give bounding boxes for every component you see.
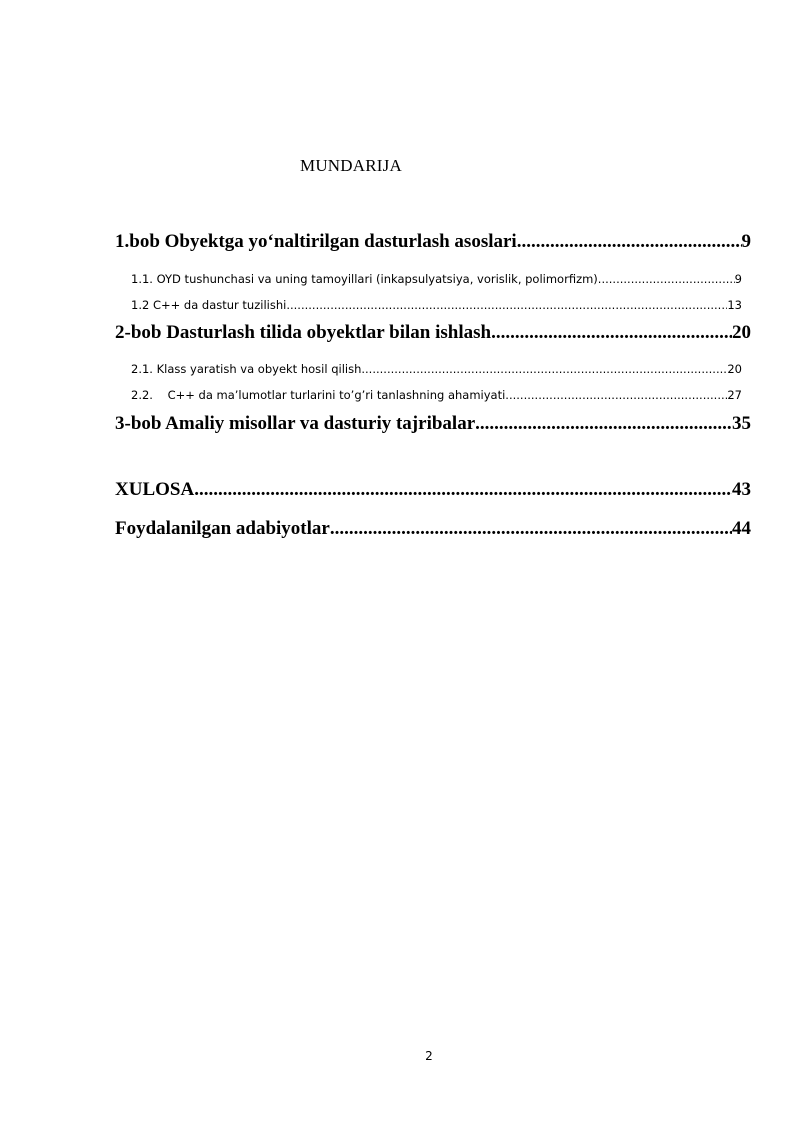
dot-leader bbox=[491, 322, 732, 344]
toc-page-number: 9 bbox=[741, 231, 751, 252]
toc-page-number: 20 bbox=[732, 322, 751, 343]
toc-page-number: 43 bbox=[732, 479, 751, 500]
dot-leader bbox=[286, 298, 727, 312]
toc-chapter-3[interactable] bbox=[115, 413, 751, 435]
dot-leader bbox=[194, 479, 732, 501]
toc-section-1-1[interactable] bbox=[131, 272, 742, 286]
toc-page-number: 13 bbox=[727, 298, 742, 312]
dot-leader bbox=[361, 362, 727, 376]
toc-chapter-2[interactable] bbox=[115, 322, 751, 344]
toc-entry-label: 1.bob Obyektga yo‘naltirilgan dasturlash asoslari bbox=[115, 231, 517, 252]
toc-entry-label: Foydalanilgan adabiyotlar bbox=[115, 518, 330, 539]
toc-section-2-1[interactable] bbox=[131, 362, 742, 376]
toc-section-1-2[interactable] bbox=[131, 298, 742, 312]
toc-entry-label: 2-bob Dasturlash tilida obyektlar bilan ishlash bbox=[115, 322, 492, 343]
dot-leader bbox=[517, 231, 742, 253]
toc-entry-label: 2.1. Klass yaratish va obyekt hosil qilish bbox=[131, 362, 362, 376]
toc-page-number: 20 bbox=[727, 362, 742, 376]
toc-entry-label: 3-bob Amaliy misollar va dasturiy tajribalar bbox=[115, 413, 476, 434]
toc-entry-label: XULOSA bbox=[115, 479, 195, 500]
toc-entry-label: 1.1. OYD tushunchasi va uning tamoyillari (inkapsulyatsiya, vorislik, polimorfizm) bbox=[131, 272, 598, 286]
toc-page-number: 35 bbox=[732, 413, 751, 434]
toc-conclusion[interactable] bbox=[115, 479, 751, 501]
toc-section-2-2[interactable] bbox=[131, 388, 742, 402]
toc-page-number: 44 bbox=[732, 518, 751, 539]
page-number: 2 bbox=[425, 1049, 433, 1063]
dot-leader bbox=[330, 518, 732, 540]
toc-references[interactable] bbox=[115, 518, 751, 540]
dot-leader bbox=[505, 388, 727, 402]
toc-entry-label: 1.2 C++ da dastur tuzilishi bbox=[131, 298, 287, 312]
toc-page-number: 9 bbox=[734, 272, 742, 286]
toc-entry-label: 2.2. C++ da ma’lumotlar turlarini to’g’ri tanlashning ahamiyati bbox=[131, 388, 506, 402]
page-title: MUNDARIJA bbox=[300, 156, 402, 175]
dot-leader bbox=[475, 413, 732, 435]
toc-chapter-1[interactable] bbox=[115, 231, 751, 253]
toc-page-number: 27 bbox=[727, 388, 742, 402]
dot-leader bbox=[598, 272, 735, 286]
